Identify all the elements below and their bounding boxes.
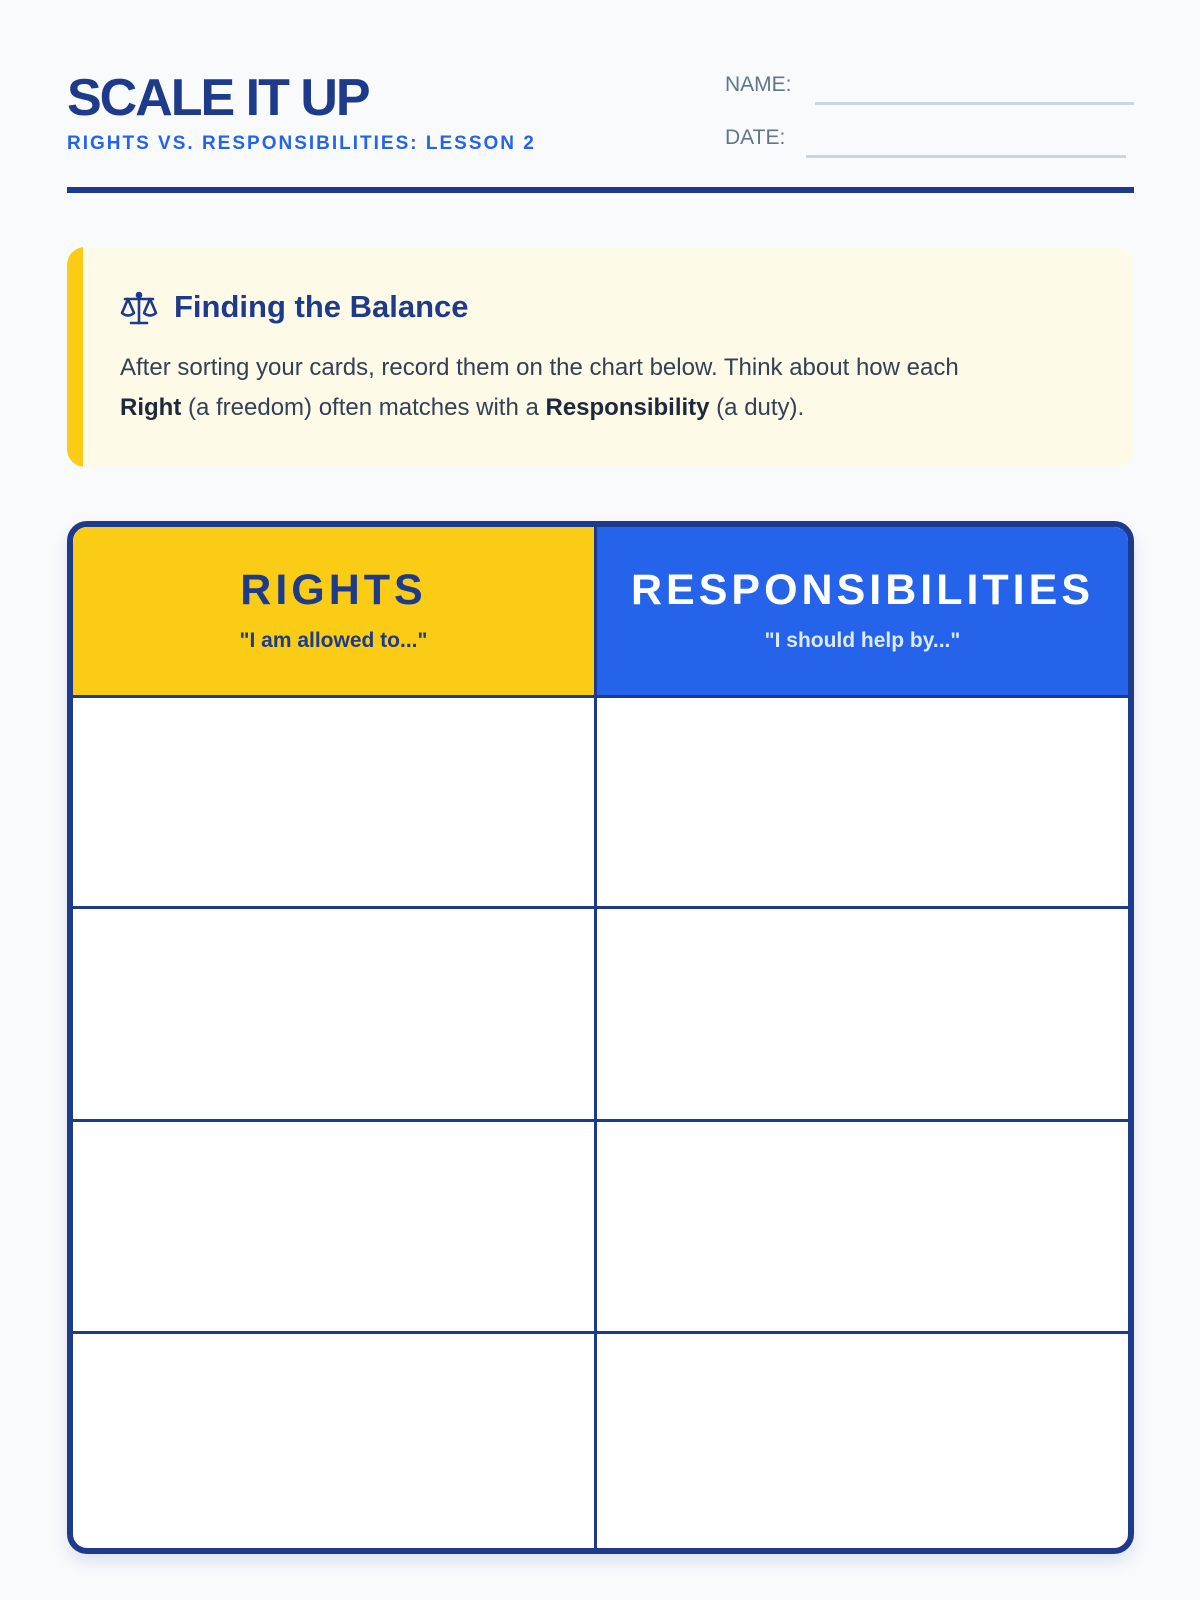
responsibilities-column-title: RESPONSIBILITIES [630,566,1094,614]
rights-cell-4[interactable] [73,1334,594,1548]
scale-icon [119,289,159,329]
page-subtitle: RIGHTS VS. RESPONSIBILITIES: LESSON 2 [67,133,536,154]
rights-cell-2[interactable] [73,909,594,1119]
term-right: Right [120,394,182,421]
name-field[interactable] [815,102,1134,105]
responsibilities-cell-1[interactable] [597,698,1128,906]
name-label: NAME: [725,73,792,96]
instructions-text-part-2: (a freedom) often matches with a [181,394,546,421]
responsibilities-cell-3[interactable] [597,1122,1128,1331]
page-title: SCALE IT UP [67,69,369,127]
date-label: DATE: [725,126,786,149]
instructions-accent-bar [67,247,83,467]
worksheet-page [67,0,1134,1600]
term-responsibility: Responsibility [545,394,710,421]
responsibilities-column-prompt: "I should help by..." [764,629,961,652]
worksheet-header [67,0,1134,194]
header-divider [67,187,1134,193]
rights-responsibilities-chart [67,521,1134,1554]
date-field[interactable] [806,155,1126,158]
responsibilities-cell-4[interactable] [597,1334,1128,1548]
instructions-card [67,247,1134,467]
rights-column-header [73,527,594,695]
instructions-text-part-3: (a duty). [709,394,805,421]
rights-column-title: RIGHTS [240,566,427,614]
responsibilities-column-header [597,527,1128,695]
rights-cell-1[interactable] [73,698,594,906]
rights-cell-3[interactable] [73,1122,594,1331]
responsibilities-cell-2[interactable] [597,909,1128,1119]
instructions-text [120,348,1100,428]
instructions-text-part-1: After sorting your cards, record them on the chart below. Think about how each [120,354,959,381]
instructions-heading: Finding the Balance [174,289,469,324]
rights-column-prompt: "I am allowed to..." [239,629,428,652]
